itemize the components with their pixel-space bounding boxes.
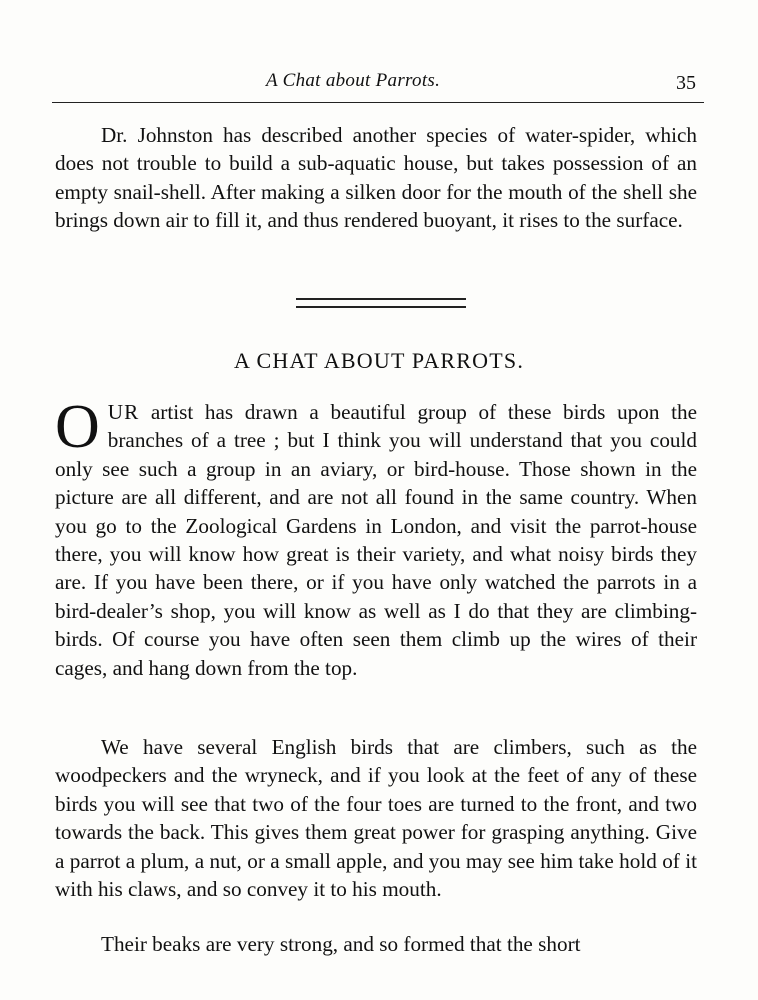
section-divider: [296, 298, 466, 308]
section-heading: A CHAT ABOUT PARROTS.: [233, 348, 525, 373]
paragraph-climbers: We have several English birds that are climbers, such as the woodpeckers and the wryneck, and if you look at the feet of any of these birds you will see that two of the four toes are turned to the front, and two towards the back. This gives them great power for grasping anything. Give a parrot a plum, a nut, or a small apple, and you may see him take hold of it with his claws, and so convey it to his mouth.: [55, 735, 697, 902]
paragraph-beaks: Their beaks are very strong, and so formed that the short: [101, 932, 581, 956]
lead-word: UR: [107, 400, 140, 424]
running-title: A Chat about Parrots.: [266, 70, 441, 91]
paragraph-water-spider: Dr. Johnston has described another species of water-spider, which does not trouble to build a sub-aquatic house, but takes possession of an empty snail-shell. After making a silken door for the mouth of the shell she brings down air to fill it, and thus rendered buoyant, it rises to the surface.: [55, 123, 697, 233]
paragraph-intro: [55, 393, 697, 682]
page-header: [52, 62, 704, 103]
drop-cap: O: [55, 393, 100, 461]
paragraph-intro-text: artist has drawn a beautiful group of these birds upon the branches of a tree ; but I think you will understand that you could only see such a group in an aviary, or bird-house. Those shown in the picture are all different, and are not all found in the same country. When you go to the Zoological Gardens in London, and visit the parrot-house there, you will know how great is their variety, and what noisy birds they are. If you have been there, or if you have only watched the parrots in a bird-dealer’s shop, you will know as well as I do that they are climbing-birds. Of course you have often seen them climb up the wires of their cages, and hang down from the top.: [55, 400, 697, 680]
page-number: 35: [676, 72, 696, 94]
